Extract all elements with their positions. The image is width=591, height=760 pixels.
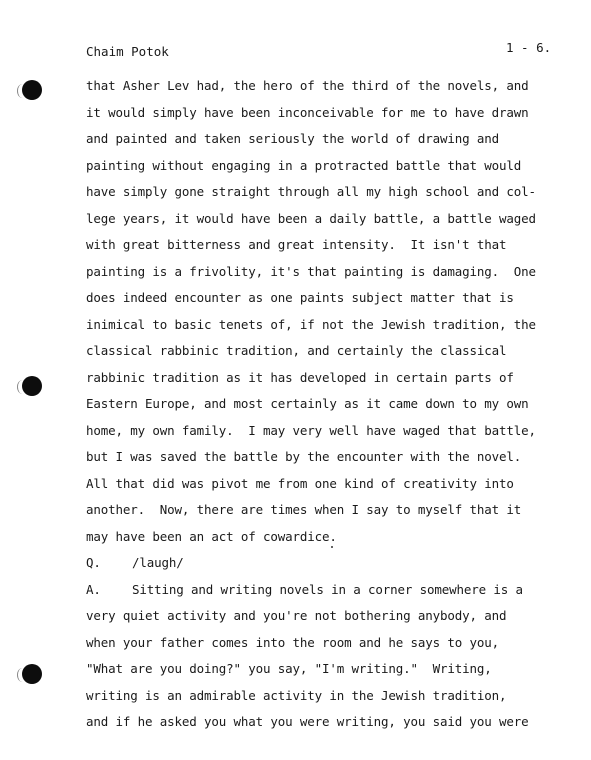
binder-hole-shadow bbox=[17, 380, 28, 394]
answer-text: Sitting and writing novels in a corner somewhere is a bbox=[132, 581, 523, 597]
answer-continuation: and if he asked you what you were writing, you said you were bbox=[86, 714, 529, 729]
body-line: with great bitterness and great intensity. It isn't that bbox=[86, 237, 507, 252]
page-number: 1 - 6. bbox=[506, 40, 552, 55]
body-line: painting without engaging in a protracted battle that would bbox=[86, 157, 522, 173]
body-line: it would simply have been inconceivable for me to have drawn bbox=[86, 104, 529, 120]
answer-continuation: when your father comes into the room and he says to you, bbox=[86, 634, 500, 650]
transcript-body bbox=[86, 73, 566, 736]
question-label: Q. bbox=[86, 555, 101, 570]
body-line: have simply gone straight through all my high school and col- bbox=[86, 184, 536, 199]
body-line: may have been an act of cowardice. bbox=[86, 528, 337, 544]
scan-speck bbox=[331, 546, 333, 548]
body-line: inimical to basic tenets of, if not the Jewish tradition, the bbox=[86, 316, 536, 332]
body-line: home, my own family. I may very well have waged that battle, bbox=[86, 422, 536, 438]
answer-line bbox=[86, 577, 566, 604]
question-line bbox=[86, 550, 566, 577]
binder-hole-shadow bbox=[17, 84, 28, 98]
answer-continuation: very quiet activity and you're not bothering anybody, and bbox=[86, 608, 507, 623]
body-line: painting is a frivolity, it's that painting is damaging. One bbox=[86, 263, 536, 279]
question-text: /laugh/ bbox=[132, 555, 184, 570]
body-line: but I was saved the battle by the encounter with the novel. bbox=[86, 449, 522, 464]
author-header: Chaim Potok bbox=[86, 44, 169, 59]
answer-label: A. bbox=[86, 581, 101, 597]
body-line: and painted and taken seriously the world of drawing and bbox=[86, 131, 500, 146]
body-line: another. Now, there are times when I say to myself that it bbox=[86, 502, 522, 517]
body-line: does indeed encounter as one paints subject matter that is bbox=[86, 290, 514, 305]
body-line: that Asher Lev had, the hero of the third of the novels, and bbox=[86, 78, 529, 93]
body-line: classical rabbinic tradition, and certainly the classical bbox=[86, 343, 507, 358]
body-line: All that did was pivot me from one kind of creativity into bbox=[86, 475, 514, 491]
answer-continuation: writing is an admirable activity in the Jewish tradition, bbox=[86, 687, 507, 703]
answer-continuation: "What are you doing?" you say, "I'm writing." Writing, bbox=[86, 661, 492, 676]
binder-hole-shadow bbox=[17, 668, 28, 682]
body-line: lege years, it would have been a daily battle, a battle waged bbox=[86, 210, 536, 226]
body-line: Eastern Europe, and most certainly as it came down to my own bbox=[86, 396, 529, 411]
body-line: rabbinic tradition as it has developed in certain parts of bbox=[86, 369, 514, 385]
